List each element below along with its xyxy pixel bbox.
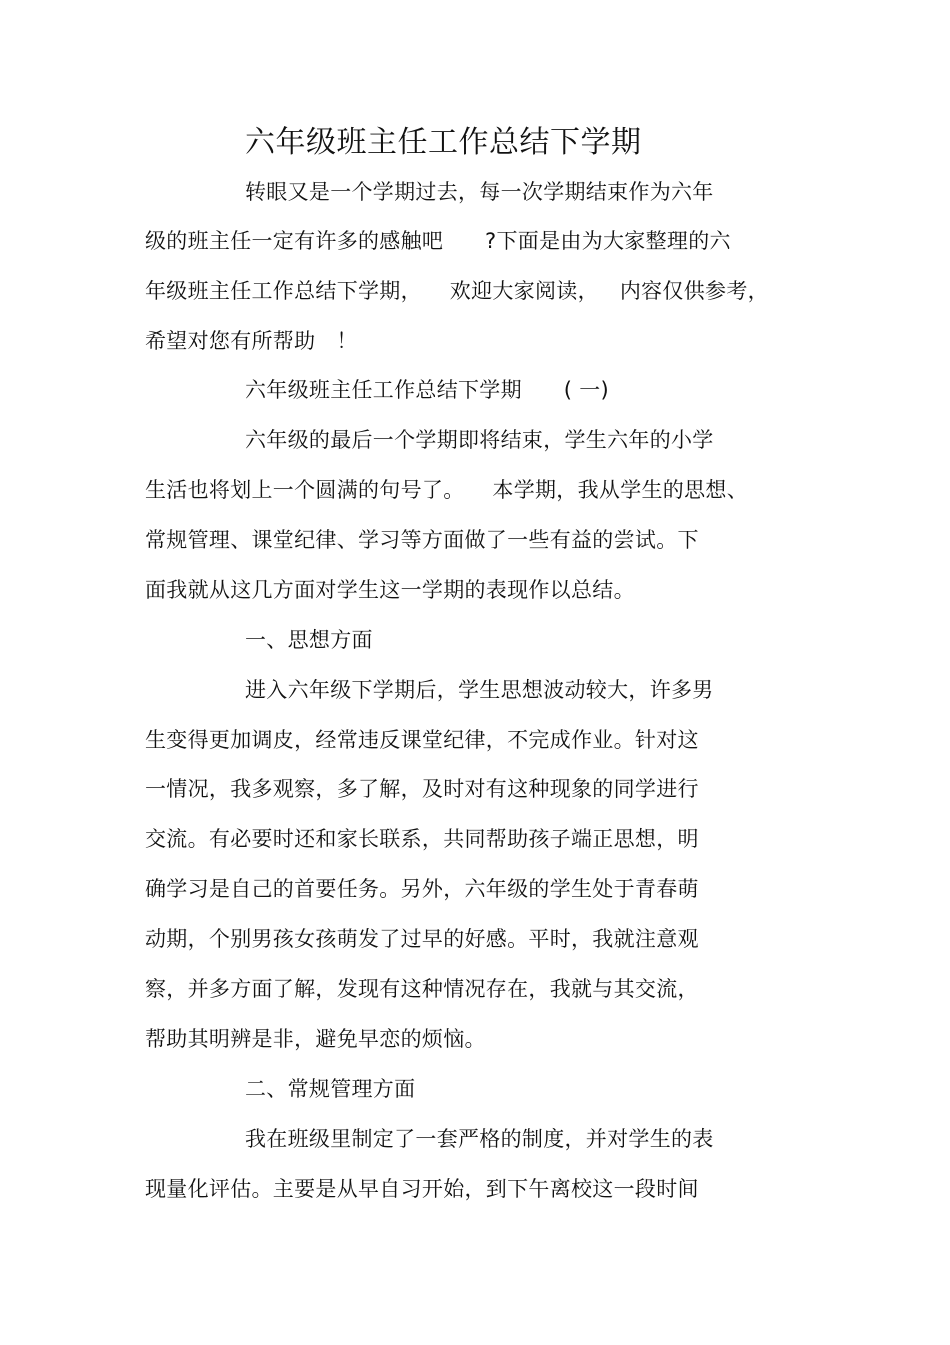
- paragraph-line: 我在班级里制定了一套严格的制度，并对学生的表: [245, 1127, 714, 1151]
- intro-line: 年级班主任工作总结下学期， 欢迎大家阅读， 内容仅供参考，: [145, 279, 769, 303]
- paragraph-line: 动期，个别男孩女孩萌发了过早的好感。平时，我就注意观: [145, 927, 699, 951]
- paragraph-line: 察，并多方面了解，发现有这种情况存在，我就与其交流，: [145, 977, 699, 1001]
- paragraph-line: 六年级的最后一个学期即将结束，学生六年的小学: [245, 428, 714, 452]
- paragraph-line: 交流。有必要时还和家长联系，共同帮助孩子端正思想，明: [145, 827, 699, 851]
- section-heading: 一、思想方面: [245, 628, 373, 652]
- paragraph-line: 生变得更加调皮，经常违反课堂纪律，不完成作业。针对这: [145, 728, 699, 752]
- paragraph-line: 帮助其明辨是非，避免早恋的烦恼。: [145, 1027, 486, 1051]
- intro-line: 级的班主任一定有许多的感触吧 ?下面是由为大家整理的六: [145, 229, 731, 253]
- paragraph-line: 确学习是自己的首要任务。另外，六年级的学生处于青春萌: [145, 877, 699, 901]
- paragraph-line: 现量化评估。主要是从早自习开始，到下午离校这一段时间: [145, 1177, 699, 1201]
- subtitle: 六年级班主任工作总结下学期 ( 一): [245, 378, 610, 402]
- intro-line: 希望对您有所帮助 ！: [145, 329, 358, 353]
- paragraph-line: 常规管理、课堂纪律、学习等方面做了一些有益的尝试。下: [145, 528, 699, 552]
- paragraph-line: 面我就从这几方面对学生这一学期的表现作以总结。: [145, 578, 635, 602]
- paragraph-line: 一情况，我多观察，多了解，及时对有这种现象的同学进行: [145, 777, 699, 801]
- intro-line: 转眼又是一个学期过去，每一次学期结束作为六年: [245, 180, 714, 204]
- section-heading: 二、常规管理方面: [245, 1077, 416, 1101]
- document-title: 六年级班主任工作总结下学期: [245, 125, 642, 160]
- paragraph-line: 进入六年级下学期后，学生思想波动较大，许多男: [245, 678, 714, 702]
- paragraph-line: 生活也将划上一个圆满的句号了。 本学期，我从学生的思想、: [145, 478, 748, 502]
